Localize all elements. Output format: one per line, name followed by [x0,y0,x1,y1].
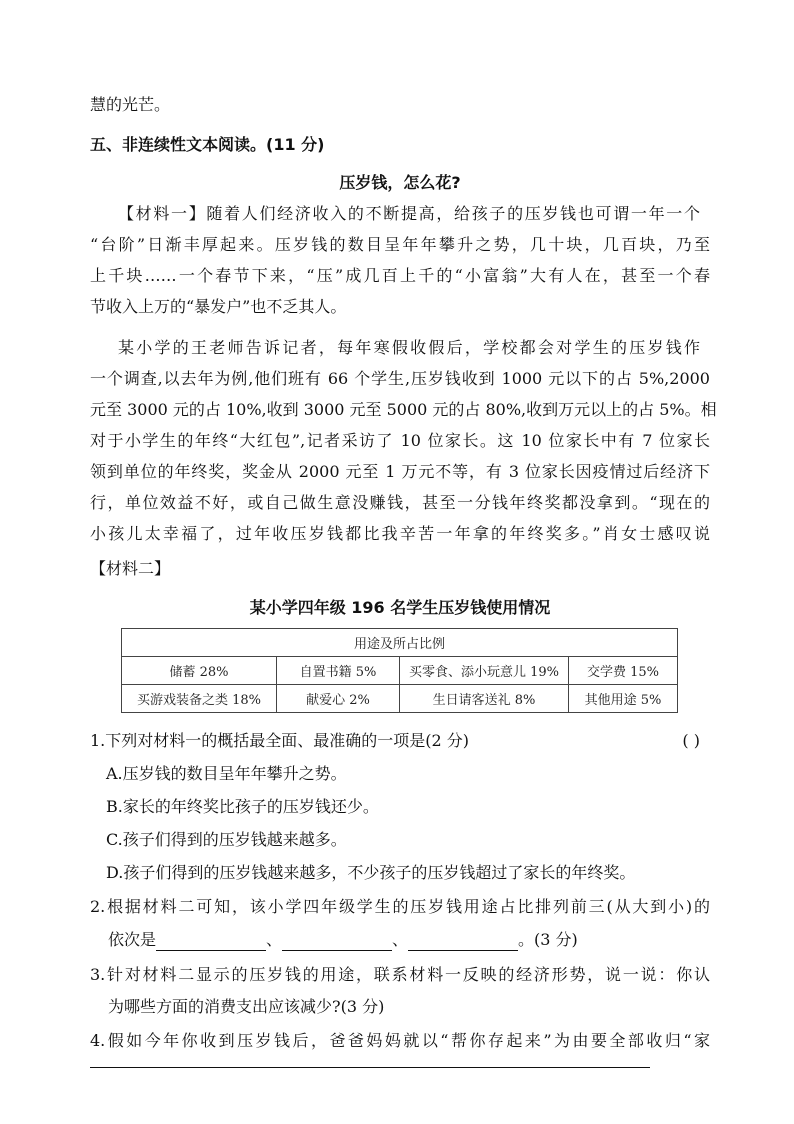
question-1-option-d: D.孩子们得到的压岁钱越来越多，不少孩子的压岁钱超过了家长的年终奖。 [106,863,636,882]
material1-line: 上千块……一个春节下来，“压”成几百上千的“小富翁”大有人在，甚至一个春 [90,266,710,285]
previous-text-tail: 慧的光芒。 [90,95,171,114]
table-header-row [122,629,678,657]
material1-para2-line: 行，单位效益不好，或自己做生意没赚钱，甚至一分钱年终奖都没拿到。“现在的 [90,493,710,512]
section-heading: 五、非连续性文本阅读。(11 分) [90,135,325,154]
blank-separator: 、 [392,930,409,949]
answer-blank-2[interactable] [282,933,392,951]
article-title: 压岁钱，怎么花? [339,173,461,192]
question-1-option-b: B.家长的年终奖比孩子的压岁钱还少。 [106,797,379,816]
table-cell: 交学费 15% [569,657,678,685]
material1-para2-line: 领到单位的年终奖，奖金从 2000 元至 1 万元不等，有 3 位家长因疫情过后经济下 [90,462,710,481]
question-3-line: 3.针对材料二显示的压岁钱的用途，联系材料一反映的经济形势，说一说：你认 [90,965,710,984]
table-row [122,685,678,713]
table-title: 某小学四年级 196 名学生压岁钱使用情况 [249,598,551,617]
table-cell: 买游戏装备之类 18% [122,685,277,713]
question-3-line: 为哪些方面的消费支出应该减少?(3 分) [108,997,385,1016]
table-cell: 其他用途 5% [569,685,678,713]
material1-line: 节收入上万的“暴发户”也不乏其人。 [90,297,347,316]
question-1-answer-paren[interactable]: ( ) [682,731,700,750]
question-1-option-c: C.孩子们得到的压岁钱越来越多。 [106,830,347,849]
question-2-line: 2.根据材料二可知，该小学四年级学生的压岁钱用途占比排列前三(从大到小)的 [90,897,710,916]
question-1-stem: 1.下列对材料一的概括最全面、最准确的一项是(2 分) [90,731,470,750]
question-2-suffix: 。(3 分) [518,930,578,949]
material1-para2-line: 某小学的王老师告诉记者，每年寒假收假后，学校都会对学生的压岁钱作 [118,338,700,357]
table-cell: 生日请客送礼 8% [400,685,569,713]
material1-para2-line: 对于小学生的年终“大红包”,记者采访了 10 位家长。这 10 位家长中有 7 位家长 [90,431,710,450]
material1-para2-line: 一个调查,以去年为例,他们班有 66 个学生,压岁钱收到 1000 元以下的占 5%,2000 [90,369,710,388]
question-4-line: 4.假如今年你收到压岁钱后，爸爸妈妈就以“帮你存起来”为由要全部收归“家 [90,1031,710,1050]
material1-line: 【材料一】随着人们经济收入的不断提高，给孩子的压岁钱也可谓一年一个 [118,204,700,223]
material1-line: “台阶”日渐丰厚起来。压岁钱的数目呈年年攀升之势，几十块，几百块，乃至 [90,235,710,254]
question-2-prefix: 依次是 [108,930,157,949]
table-cell: 买零食、添小玩意儿 19% [400,657,569,685]
question-1-option-a: A.压岁钱的数目呈年年攀升之势。 [106,764,347,783]
table-cell: 自置书籍 5% [277,657,400,685]
usage-table [121,628,678,713]
table-cell: 储蓄 28% [122,657,277,685]
material1-para2-line: 小孩儿太幸福了，过年收压岁钱都比我辛苦一年拿的年终奖多。”肖女士感叹说 [90,524,710,543]
answer-line[interactable] [90,1067,650,1068]
table-cell: 献爱心 2% [277,685,400,713]
table-row [122,657,678,685]
blank-separator: 、 [266,930,283,949]
material1-para2-line: 元至 3000 元的占 10%,收到 3000 元至 5000 元的占 80%,收到万元以上的占 5%。相 [90,400,717,419]
table-header-cell: 用途及所占比例 [122,629,678,657]
question-2-answer-line [108,929,728,951]
material2-label: 【材料二】 [90,559,171,578]
answer-blank-3[interactable] [408,933,518,951]
answer-blank-1[interactable] [156,933,266,951]
